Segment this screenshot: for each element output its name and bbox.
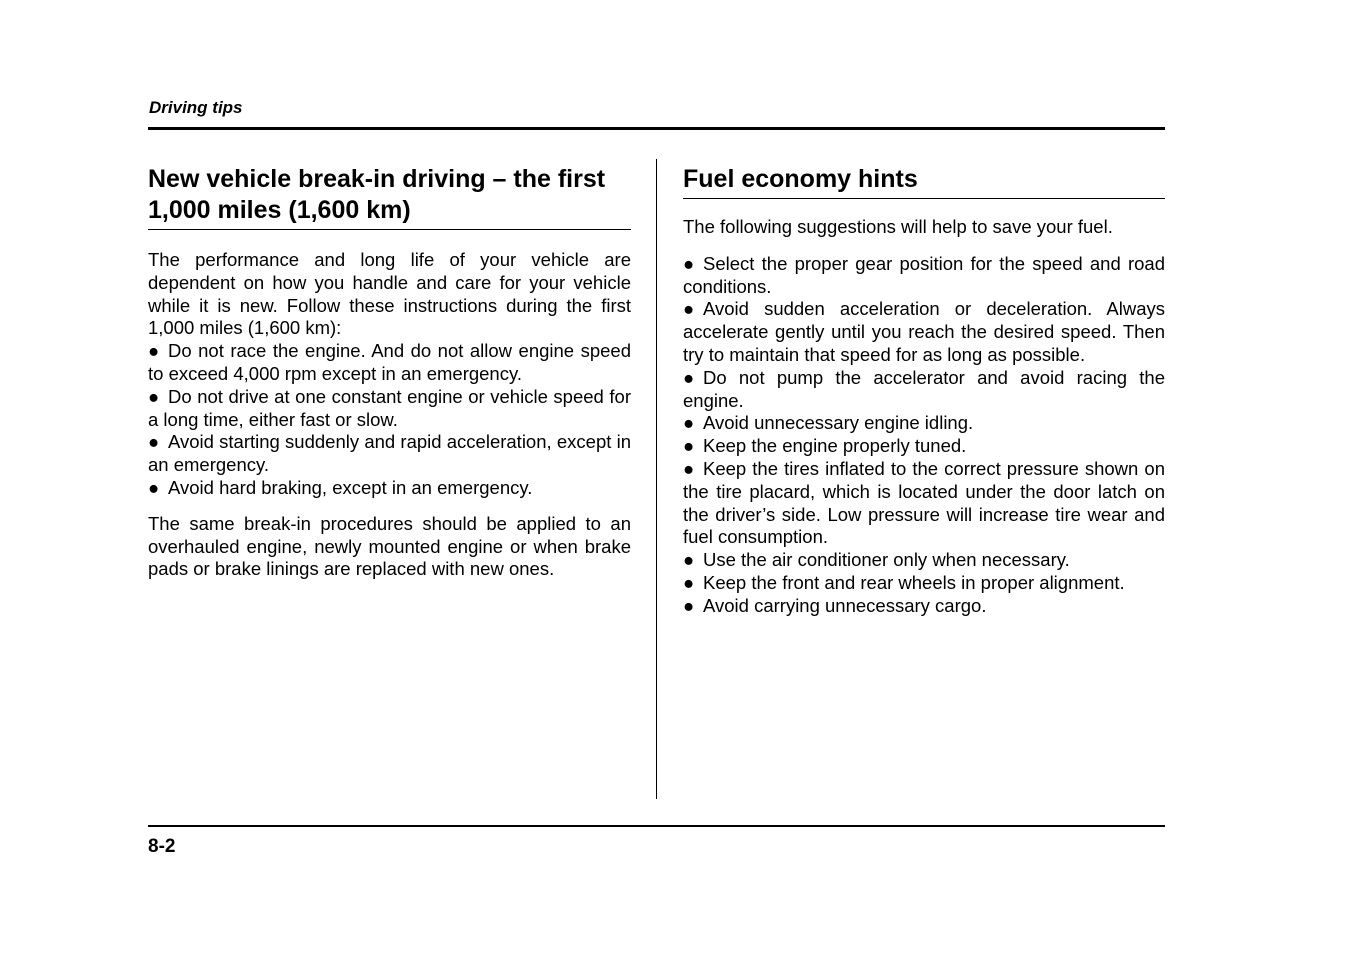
list-item-text: Keep the tires inflated to the correct pressure shown on the tire placard, which is located under the door latch on the driver’s side. Low pressure will increase tire wear and fuel consumption. [683, 457, 1165, 548]
bullet-icon: ● [683, 366, 695, 388]
list-item-text: Do not pump the accelerator and avoid racing the engine. [683, 366, 1165, 411]
list-item [148, 340, 631, 386]
page-number: 8-2 [148, 836, 176, 857]
list-item-text: Keep the front and rear wheels in proper alignment. [703, 571, 1125, 593]
list-item [683, 298, 1165, 366]
fuel-economy-list [683, 253, 1165, 618]
list-item [683, 549, 1165, 572]
bullet-icon: ● [683, 252, 695, 274]
bullet-icon: ● [683, 457, 695, 479]
list-item [683, 572, 1165, 595]
list-item-text: Keep the engine properly tuned. [703, 435, 967, 457]
list-item-text: Avoid starting suddenly and rapid acceleration, except in an emergency. [148, 431, 631, 476]
header-rule [148, 127, 1165, 130]
list-item [683, 458, 1165, 549]
list-item [148, 431, 631, 477]
list-item-text: Do not race the engine. And do not allow engine speed to exceed 4,000 rpm except in an emergency. [148, 340, 631, 384]
list-item [683, 435, 1165, 458]
list-item-text: Avoid carrying unnecessary cargo. [703, 594, 987, 616]
bullet-icon: ● [148, 431, 160, 453]
break-in-closing: The same break-in procedures should be applied to an overhauled engine, newly mounted engine or when brake pads or brake linings are replaced with new ones. [148, 512, 631, 580]
list-item [148, 386, 631, 432]
bullet-icon: ● [148, 476, 160, 498]
list-item [148, 477, 631, 500]
bullet-icon: ● [683, 298, 695, 320]
bullet-icon: ● [683, 571, 695, 593]
list-item-text: Select the proper gear position for the speed and road conditions. [683, 252, 1165, 297]
bullet-icon: ● [148, 385, 160, 407]
bullet-icon: ● [683, 594, 695, 616]
bullet-icon: ● [683, 549, 695, 571]
column-divider [656, 159, 657, 799]
list-item-text: Avoid unnecessary engine idling. [703, 412, 974, 434]
list-item [683, 412, 1165, 435]
fuel-economy-heading: Fuel economy hints [683, 164, 1165, 199]
list-item [683, 253, 1165, 299]
list-item-text: Do not drive at one constant engine or vehicle speed for a long time, either fast or slow. [148, 385, 631, 430]
break-in-heading: New vehicle break-in driving – the first 1,000 miles (1,600 km) [148, 164, 631, 230]
bullet-icon: ● [683, 435, 695, 457]
list-item-text: Avoid sudden acceleration or deceleration. Always accelerate gently until you reach the desired speed. Then try to maintain that speed for as long as possible. [683, 298, 1165, 365]
break-in-intro: The performance and long life of your vehicle are dependent on how you handle and care for your vehicle while it is new. Follow these instructions during the first 1,000 miles (1,600 km): [148, 249, 631, 339]
list-item-text: Use the air conditioner only when necessary. [703, 549, 1070, 571]
list-item [683, 595, 1165, 618]
bullet-icon: ● [148, 340, 160, 362]
footer-rule [148, 825, 1165, 827]
right-column [683, 164, 1165, 618]
bullet-icon: ● [683, 412, 695, 434]
list-item-text: Avoid hard braking, except in an emergency. [168, 476, 533, 498]
left-column [148, 164, 631, 581]
break-in-list [148, 340, 631, 500]
list-item [683, 367, 1165, 413]
fuel-economy-intro: The following suggestions will help to save your fuel. [683, 216, 1113, 237]
running-header-title: Driving tips [149, 98, 243, 117]
